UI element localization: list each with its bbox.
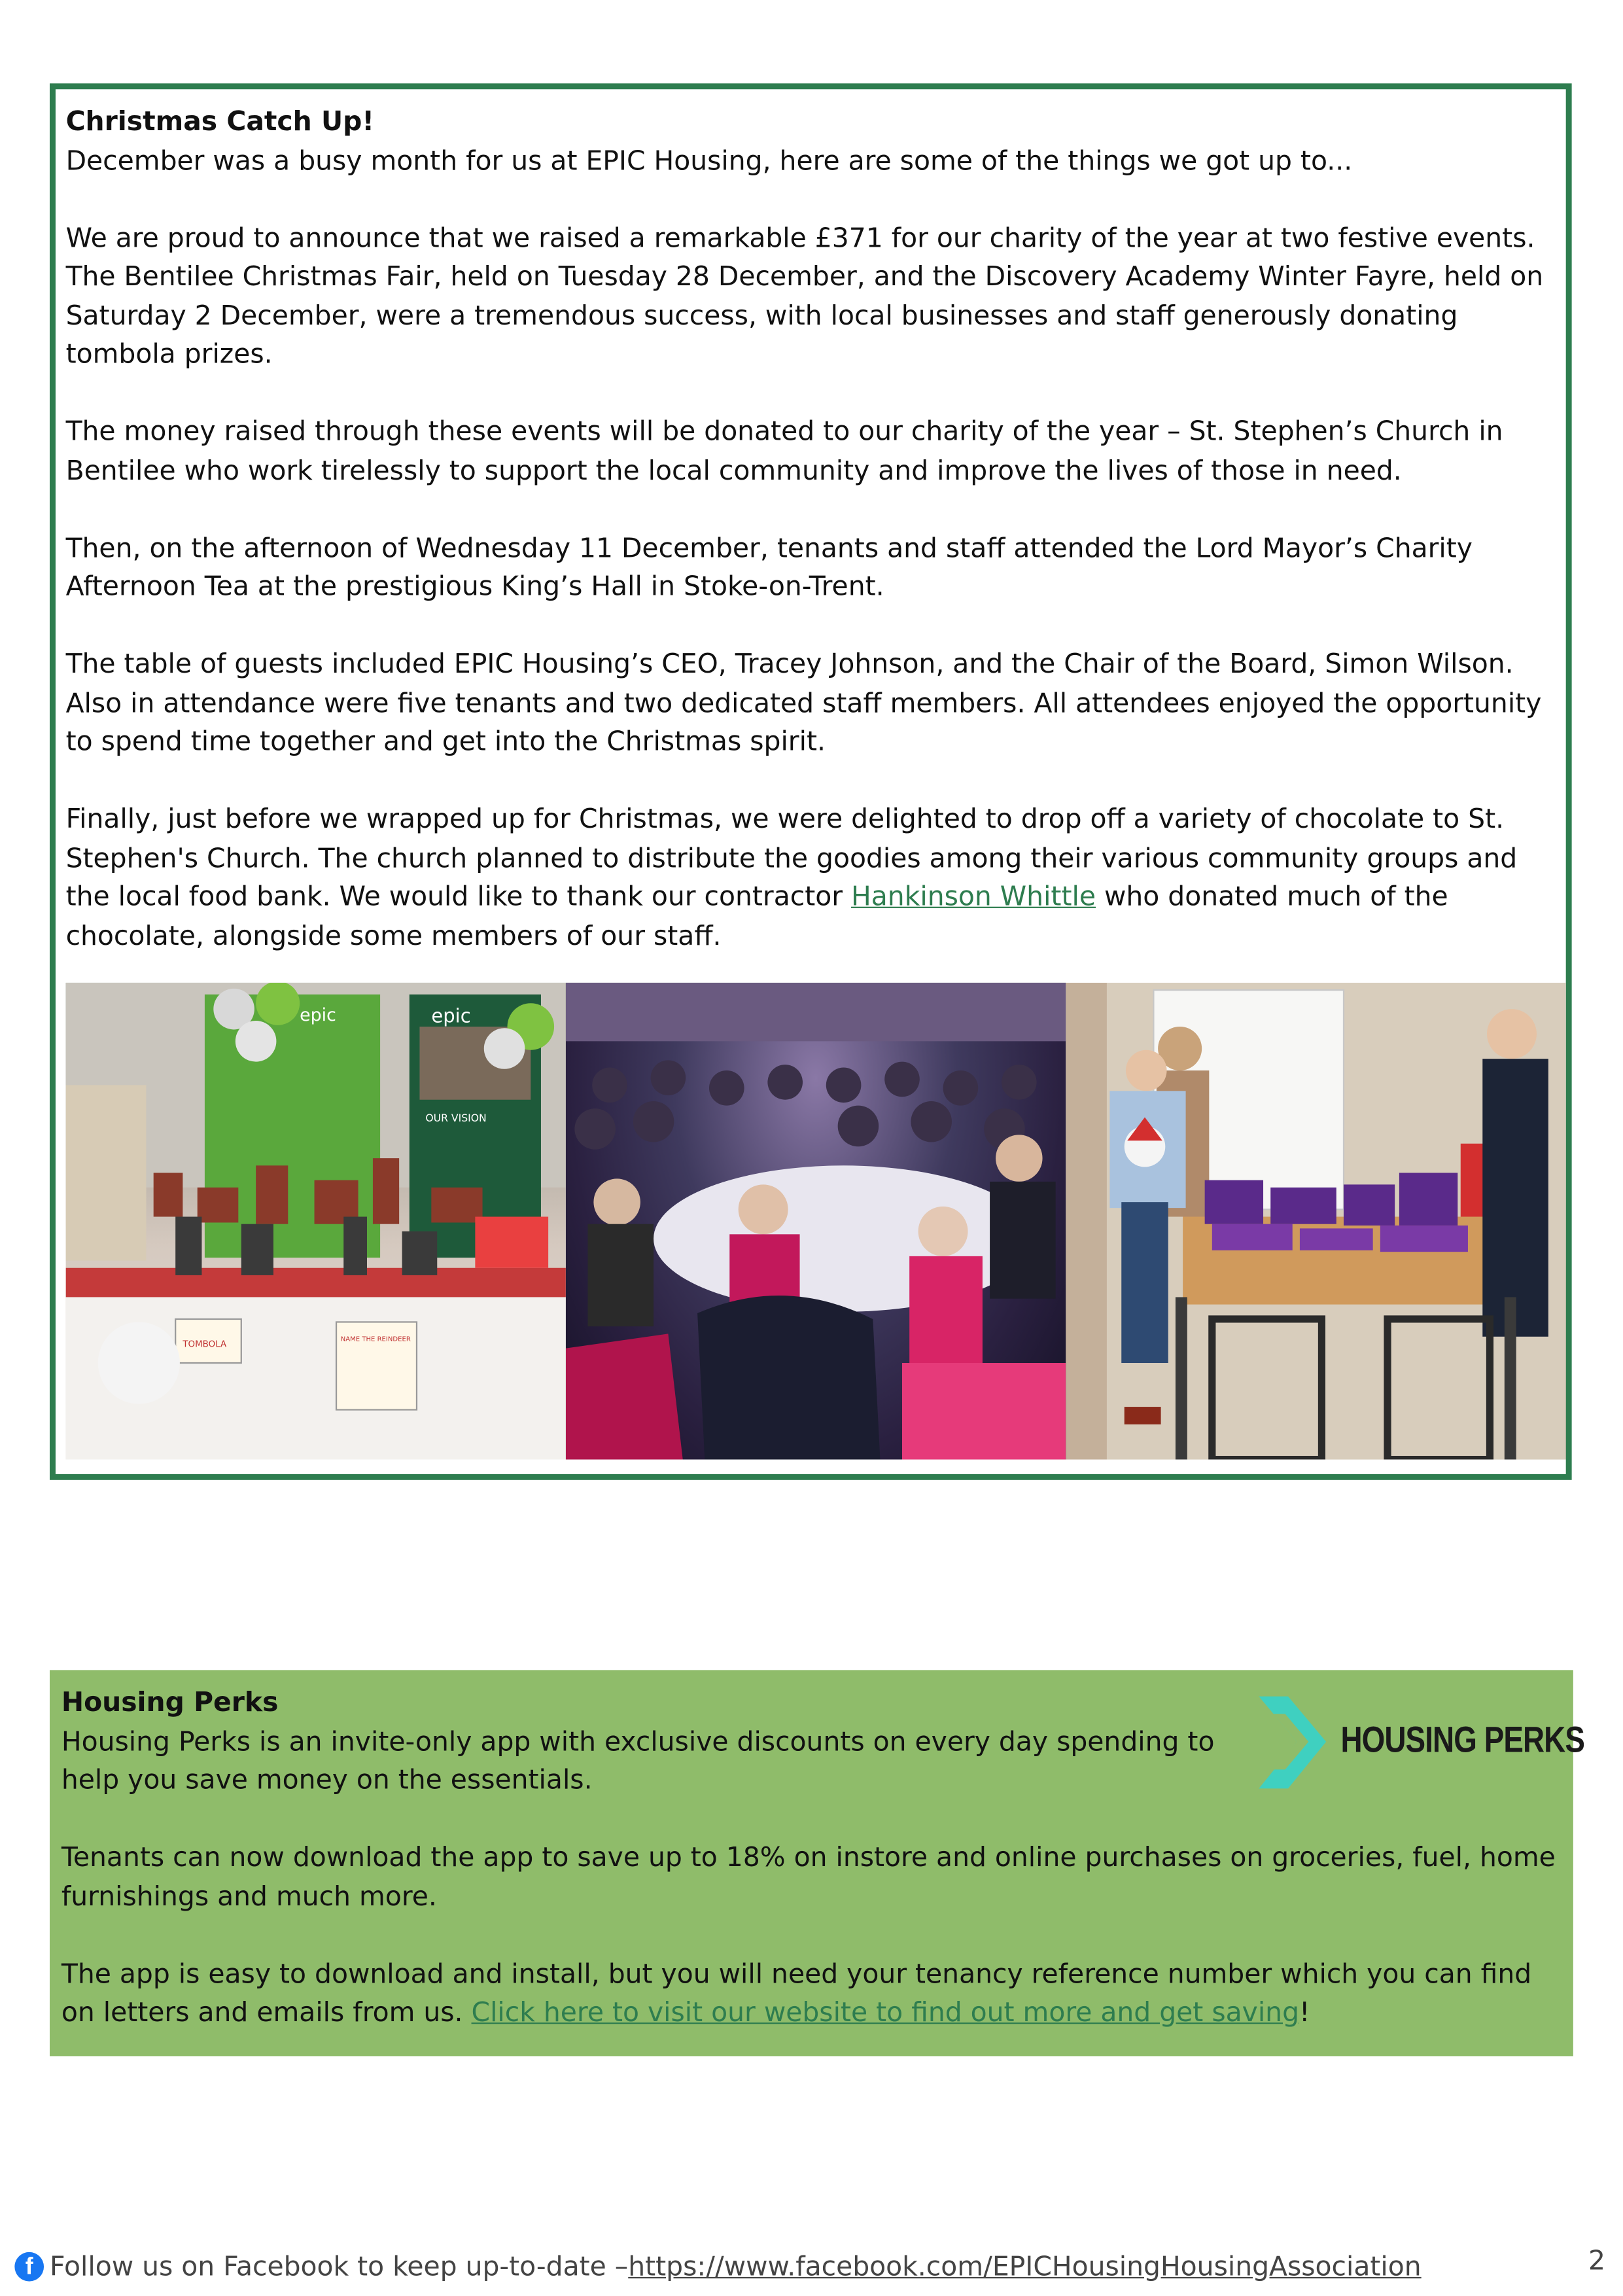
- reindeer-sign-label: NAME THE REINDEER: [340, 1335, 411, 1343]
- christmas-catch-up-section: [50, 83, 1572, 1479]
- vision-label: OUR VISION: [425, 1112, 487, 1125]
- christmas-text: [66, 104, 1565, 995]
- afternoon-tea-illustration: [566, 983, 1066, 1460]
- chocolate-paragraph: [66, 802, 1565, 957]
- chocolate-text-after: who donated much of the chocolate, alongside some members of our staff.: [65, 881, 1448, 951]
- housing-perks-logo-text: HOUSING PERKS: [1340, 1720, 1585, 1761]
- perks-intro-paragraph: [61, 1685, 1567, 1801]
- perks-website-link[interactable]: Click here to visit our website to find out more and get saving: [471, 1998, 1300, 2028]
- hankinson-whittle-link[interactable]: Hankinson Whittle: [851, 881, 1096, 913]
- afternoon-tea-paragraph: Then, on the afternoon of Wednesday 11 December, tenants and staff attended the Lord Mayor’s Charity Afternoon Tea at the prestigious King’s Hall in Stoke-on-Trent.: [65, 533, 1473, 603]
- christmas-intro-paragraph: [66, 104, 1565, 181]
- afternoon-tea-photo: [566, 983, 1066, 1460]
- facebook-icon[interactable]: f: [14, 2252, 44, 2282]
- facebook-page-link[interactable]: https://www.facebook.com/EPICHousingHousingAssociation: [628, 2251, 1422, 2282]
- tombola-stall-photo: [66, 983, 566, 1460]
- perks-savings-paragraph: Tenants can now download the app to save up to 18% on instore and online purchases on groceries, fuel, home furnishings and much more.: [61, 1843, 1556, 1913]
- housing-perks-section: [50, 1670, 1585, 2056]
- fundraising-paragraph: We are proud to announce that we raised a remarkable £371 for our charity of the year at two festive events. The Bentilee Christmas Fair, held on Tuesday 28 December, and the Discovery Academy Winter Fayre, held on Saturday 2 December, were a tremendous success, with local businesses and staff generously donating tombola prizes.: [65, 222, 1544, 370]
- tombola-stall-illustration: [66, 983, 566, 1460]
- perks-heading: Housing Perks: [61, 1687, 279, 1719]
- perks-intro: Housing Perks is an invite-only app with exclusive discounts on every day spending to help you save money on the essentials.: [61, 1726, 1215, 1796]
- chocolate-text-before: Finally, just before we wrapped up for Christmas, we were delighted to drop off a variety of chocolate to St. Stephen's Church. The church planned to distribute the goodies among their various community groups and the local food bank. We would like to thank our contractor: [65, 804, 1518, 913]
- page-number: 2: [1588, 2246, 1606, 2277]
- epic-banner-label-1: epic: [300, 1005, 336, 1026]
- photo-strip: [66, 983, 1566, 1460]
- perks-install-paragraph: [61, 1956, 1567, 2033]
- perks-install-end: !: [1299, 1998, 1310, 2028]
- chocolate-donation-photo: [1066, 983, 1565, 1460]
- footer-text: Follow us on Facebook to keep up-to-date –: [49, 2251, 629, 2282]
- guests-paragraph: The table of guests included EPIC Housing’s CEO, Tracey Johnson, and the Chair of the Board, Simon Wilson. Also in attendance were five tenants and two dedicated staff members. All attendees enjoyed the opportunity to spend time together and get into the Christmas spirit.: [65, 649, 1542, 758]
- epic-banner-label-2: epic: [431, 1004, 471, 1027]
- christmas-heading: Christmas Catch Up!: [65, 107, 375, 138]
- christmas-intro: December was a busy month for us at EPIC Housing, here are some of the things we got up to...: [65, 145, 1353, 177]
- perks-install-text: The app is easy to download and install, but you will need your tenancy reference number which you can find on letters and emails from us.: [61, 1958, 1532, 2028]
- donation-paragraph: The money raised through these events will be donated to our charity of the year – St. Stephen’s Church in Bentilee who work tirelessly to support the local community and improve the lives of those in need.: [65, 416, 1503, 487]
- housing-perks-text: [61, 1685, 1567, 2072]
- page-footer: [14, 2246, 1615, 2287]
- chocolate-donation-illustration: [1066, 983, 1565, 1460]
- tombola-sign-label: TOMBOLA: [183, 1339, 227, 1350]
